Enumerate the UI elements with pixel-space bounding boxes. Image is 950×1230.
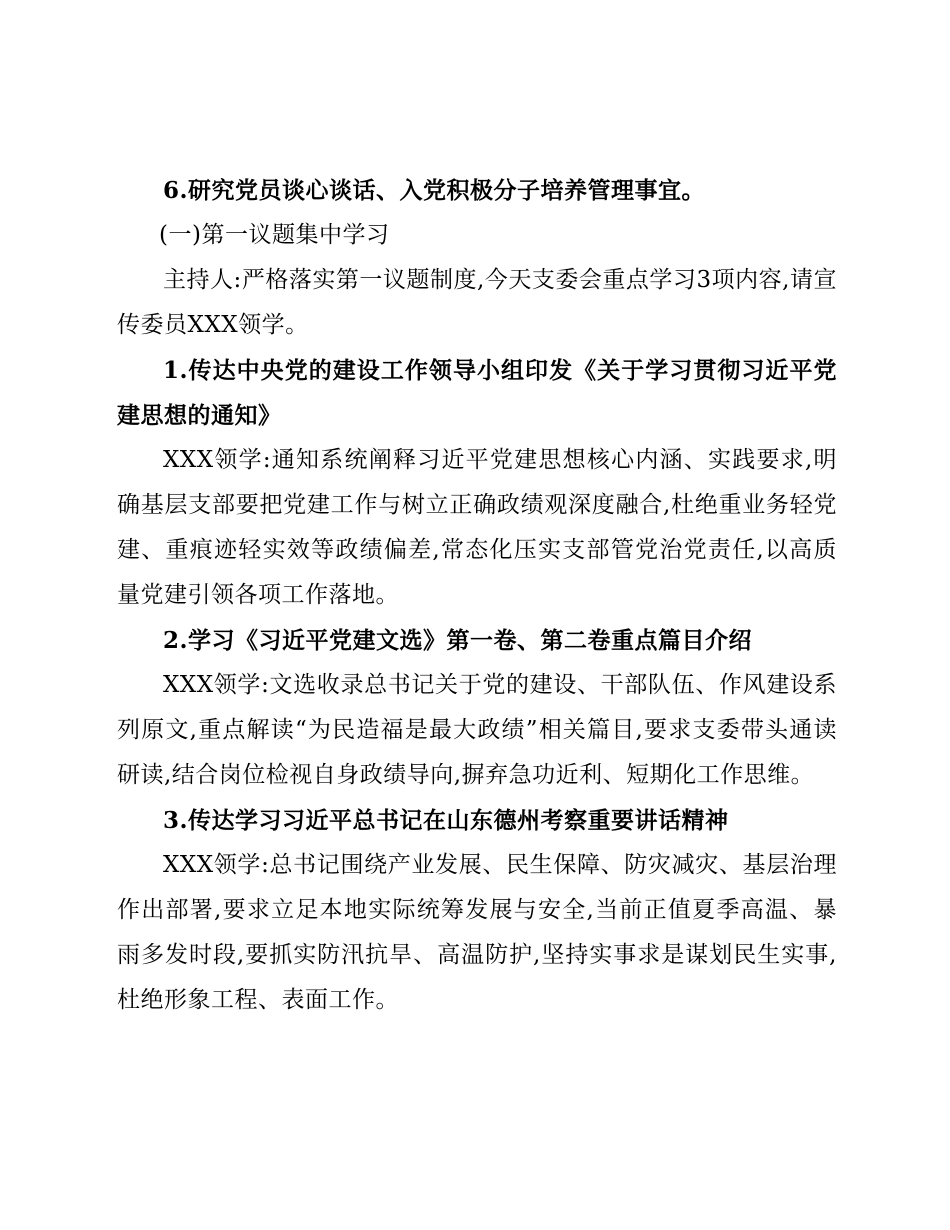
- topic-3-title: 3.传达学习习近平总书记在山东德州考察重要讲话精神: [163, 807, 729, 834]
- topic-2-body: XXX领学:文选收录总书记关于党的建设、干部队伍、作风建设系列原文,重点解读“为民造福是最大政绩”相关篇目,要求支委带头通读研读,结合岗位检视自身政绩导向,摒弃急功近利、短期化工作思维。: [117, 672, 837, 788]
- host-intro-paragraph: 主持人:严格落实第一议题制度,今天支委会重点学习3项内容,请宣传委员XXX领学。: [117, 267, 837, 338]
- document-body: [117, 168, 837, 1023]
- agenda-item-6: 6.研究党员谈心谈话、入党积极分子培养管理事宜。: [163, 177, 706, 204]
- section-heading: (一)第一议题集中学习: [159, 222, 390, 248]
- topic-2-title: 2.学习《习近平党建文选》第一卷、第二卷重点篇目介绍: [163, 627, 753, 654]
- topic-1-body: XXX领学:通知系统阐释习近平党建思想核心内涵、实践要求,明确基层支部要把党建工作与树立正确政绩观深度融合,杜绝重业务轻党建、重痕迹轻实效等政绩偏差,常态化压实支部管党治党责任,以高质量党建引领各项工作落地。: [117, 447, 837, 608]
- topic-3-body: XXX领学:总书记围绕产业发展、民生保障、防灾减灾、基层治理作出部署,要求立足本地实际统筹发展与安全,当前正值夏季高温、暴雨多发时段,要抓实防汛抗旱、高温防护,坚持实事求是谋划民生实事,杜绝形象工程、表面工作。: [117, 852, 837, 1013]
- topic-1-title: 1.传达中央党的建设工作领导小组印发《关于学习贯彻习近平党建思想的通知》: [117, 357, 837, 429]
